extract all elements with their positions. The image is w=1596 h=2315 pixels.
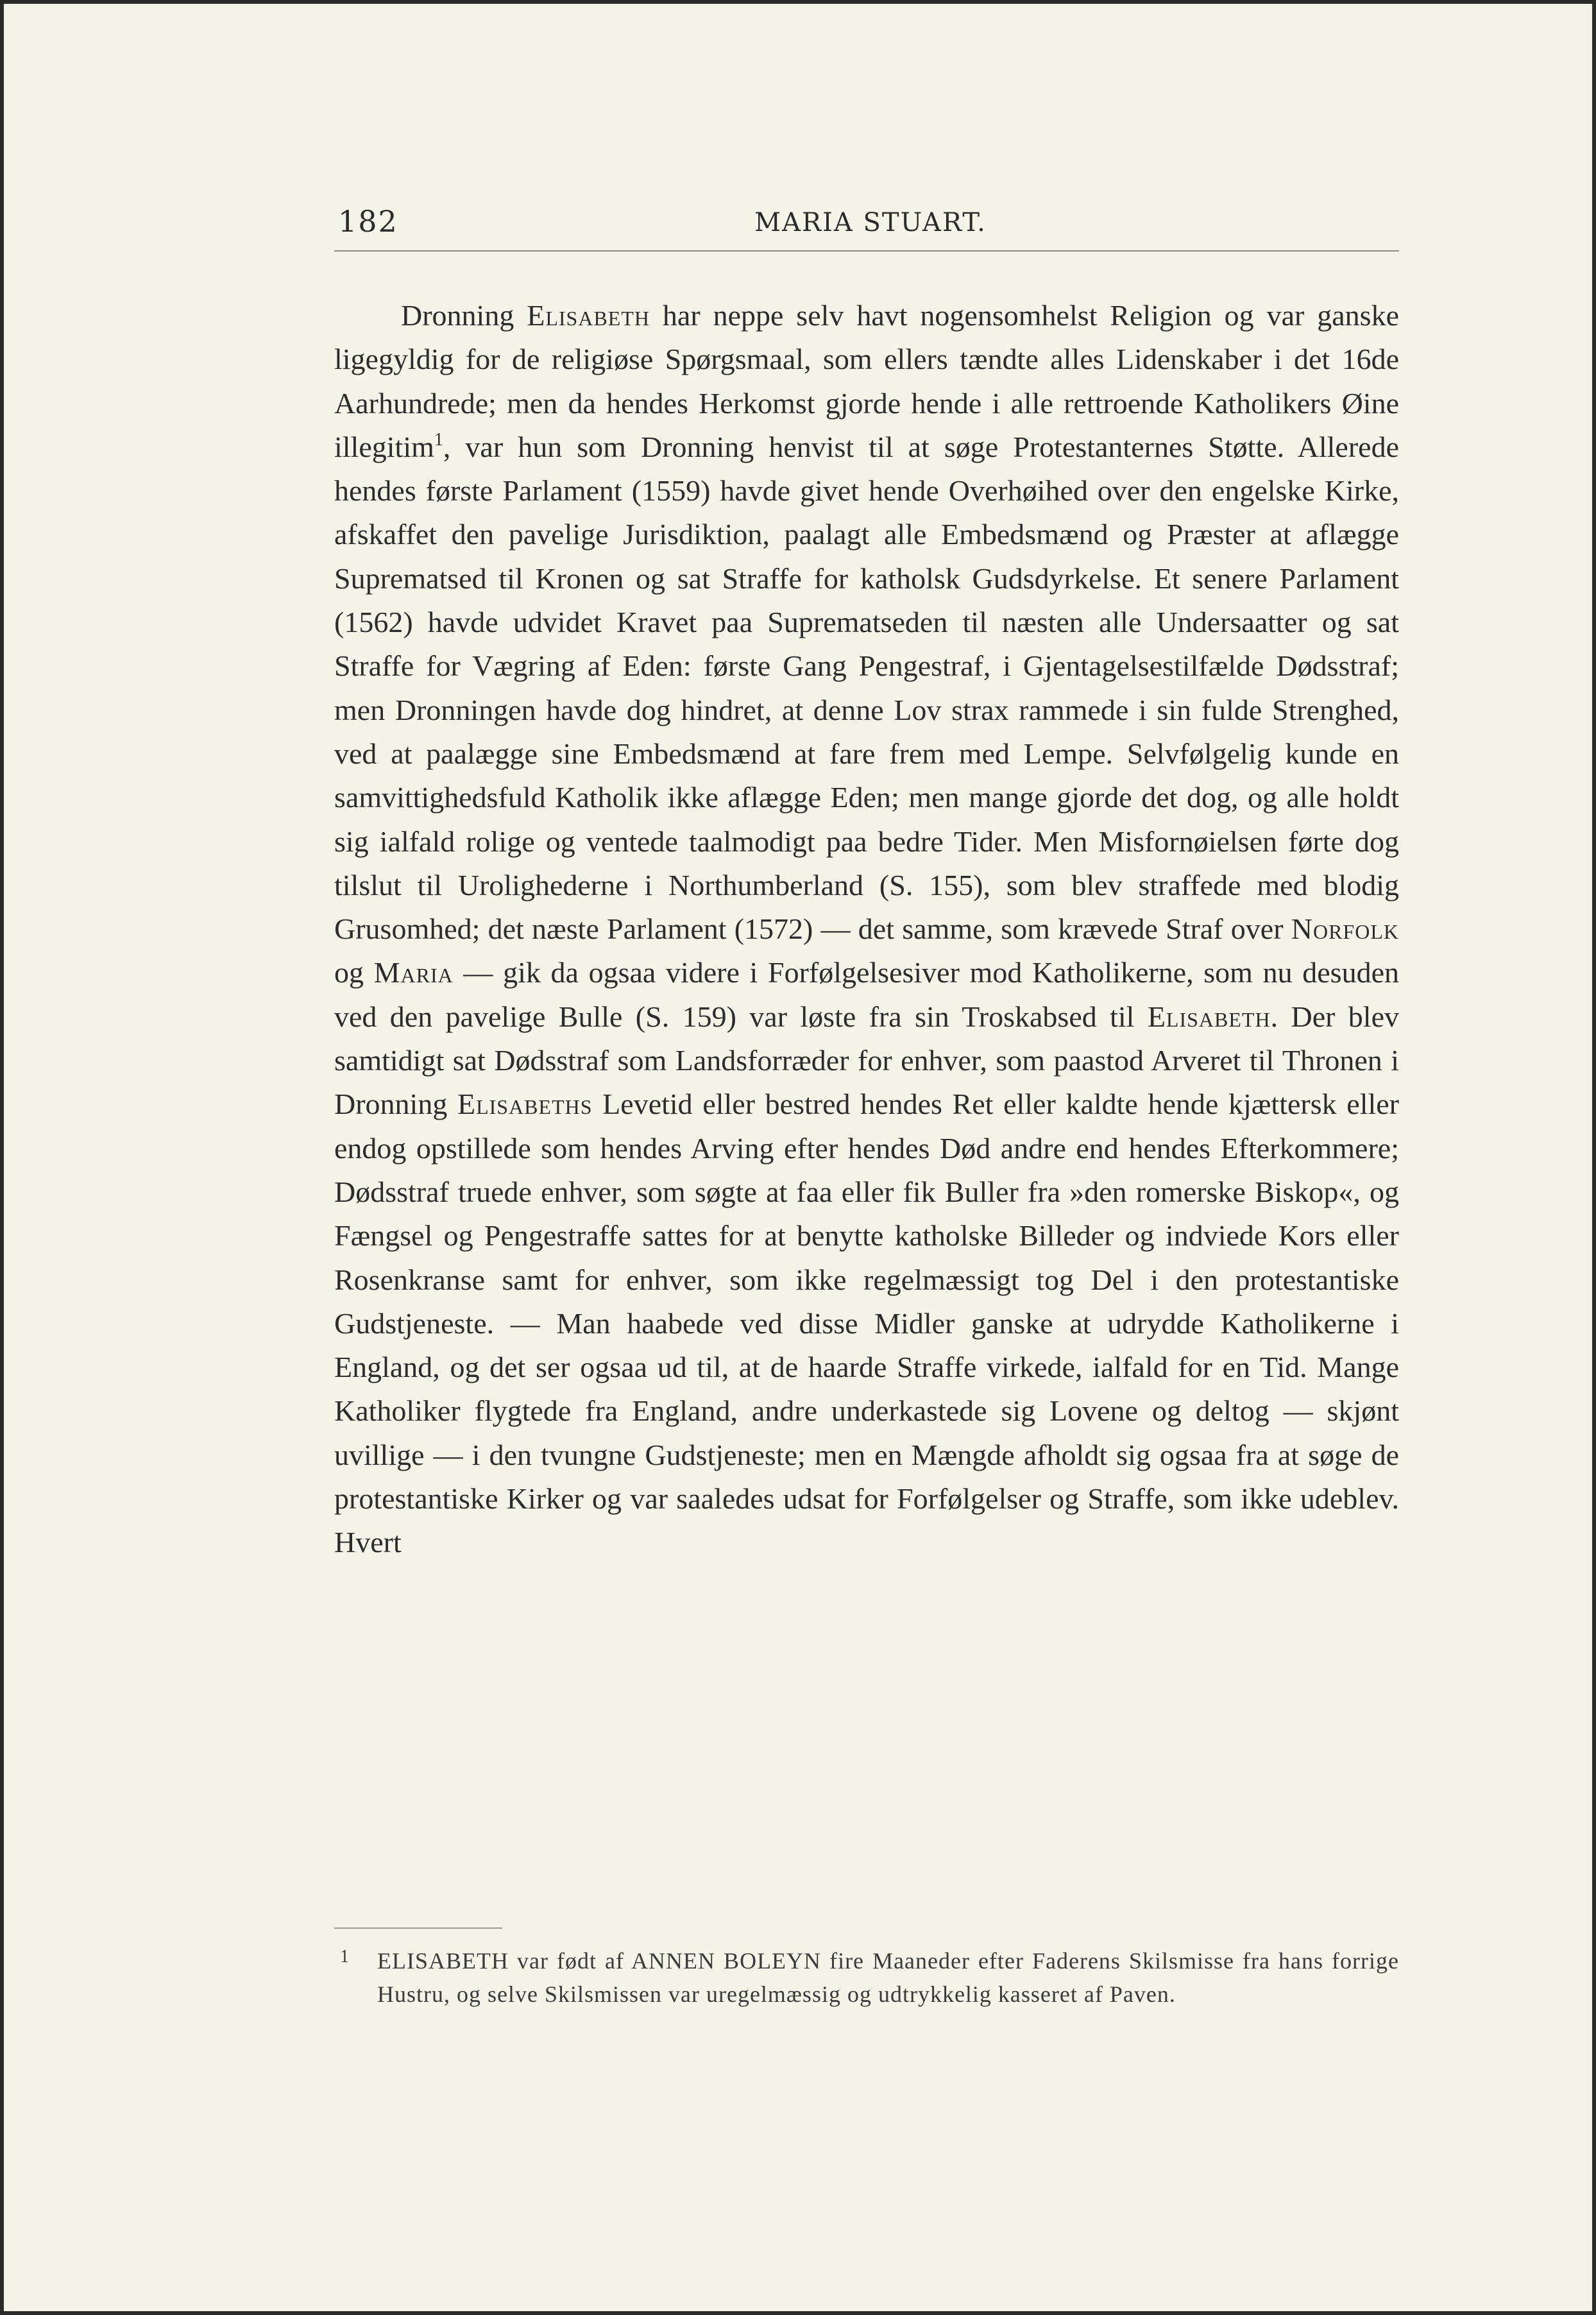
body-text-run: har neppe selv havt nogensomhelst Religion og var ganske ligegyldig for de religiøse Spørgsmaal, som ellers tændte alles Lidenskaber i det 16de Aarhundrede; men da hendes Herkomst gjorde hende i alle rettroende Katholikers Øine illegitim [334, 299, 1399, 463]
body-paragraph [334, 294, 1399, 1565]
header-rule [334, 250, 1399, 252]
body-text-run: . Der blev samtidigt sat Dødsstraf som Landsforræder for enhver, som paastod Arveret til Thronen i Dronning [334, 1000, 1399, 1121]
footnote-reference: 1 [434, 429, 443, 450]
body-text-run: , var hun som Dronning henvist til at søge Protestanternes Støtte. Allerede hendes første Parlament (1559) havde givet hende Overhøihed over den engelske Kirke, afskaffet den pavelige Jurisdiktion, paalagt alle Embedsmænd og Præster at aflægge Suprematsed til Kronen og sat Straffe for katholsk Gudsdyrkelse. Et senere Parlament (1562) havde udvidet Kravet paa Suprematseden til næsten alle Undersaatter og sat Straffe for Vægring af Eden: første Gang Pengestraf, i Gjentagelsestilfælde Dødsstraf; men Dronningen havde dog hindret, at denne Lov strax rammede i sin fulde Strenghed, ved at paalægge sine Embedsmænd at fare frem med Lempe. Selvfølgelig kunde en samvittighedsfuld Katholik ikke aflægge Eden; men mange gjorde det dog, og alle holdt sig ialfald rolige og ventede taalmodigt paa bedre Tider. Men Misfornøielsen førte dog tilslut til Urolighederne i Northumberland (S. 155), som blev straffede med blodig Grusomhed; det næste Parlament (1572) — det samme, som krævede Straf over [334, 430, 1399, 946]
footnote-rule [334, 1927, 502, 1929]
running-title: MARIA STUART. [754, 208, 987, 237]
name-elisabeth: Elisabeth [1147, 1000, 1271, 1033]
body-text-run: — gik da ogsaa videre i Forfølgelsesiver mod Katholikerne, som nu desuden ved den pavelige Bulle (S. 159) var løste fra sin Troskabsed til [334, 956, 1400, 1033]
name-maria: Maria [373, 956, 454, 989]
body-text-run: Levetid eller bestred hendes Ret eller kaldte hende kjættersk eller endog opstillede som hendes Arving efter hendes Død andre end hendes Efterkommere; Dødsstraf truede enhver, som søgte at faa eller fik Buller fra »den romerske Biskop«, og Fængsel og Pengestraffe sattes for at benytte katholske Billeder og indviede Kors eller Rosenkranse samt for enhver, som ikke regelmæssigt tog Del i den protestantiske Gudstjeneste. — Man haabede ved disse Midler ganske at udrydde Katholikerne i England, og det ser ogsaa ud til, at de haarde Straffe virkede, ialfald for en Tid. Mange Katholiker flygtede fra England, andre underkastede sig Lovene og deltog — skjønt uvillige — i den tvungne Gudstjeneste; men en Mængde afholdt sig ogsaa fra at søge de protestantiske Kirker og var saaledes udsat for Forfølgelser og Straffe, som ikke udeblev. Hvert [334, 1088, 1399, 1559]
name-norfolk: Norfolk [1291, 912, 1399, 946]
body-text-run: og [334, 956, 374, 989]
footnote [340, 1944, 1399, 2011]
page-number: 182 [338, 204, 398, 239]
footnote-text: ELISABETH var født af ANNEN BOLEYN fire Maaneder efter Faderens Skilsmisse fra hans forrige Hustru, og selve Skilsmissen var uregelmæssig og udtrykkelig kasseret af Paven. [377, 1948, 1399, 2007]
footnote-mark: 1 [340, 1947, 349, 1967]
name-elisabeths: Elisabeths [457, 1088, 593, 1121]
body-text-run: Dronning [401, 299, 527, 332]
running-head [338, 204, 1403, 255]
name-elisabeth: Elisabeth [527, 299, 650, 332]
